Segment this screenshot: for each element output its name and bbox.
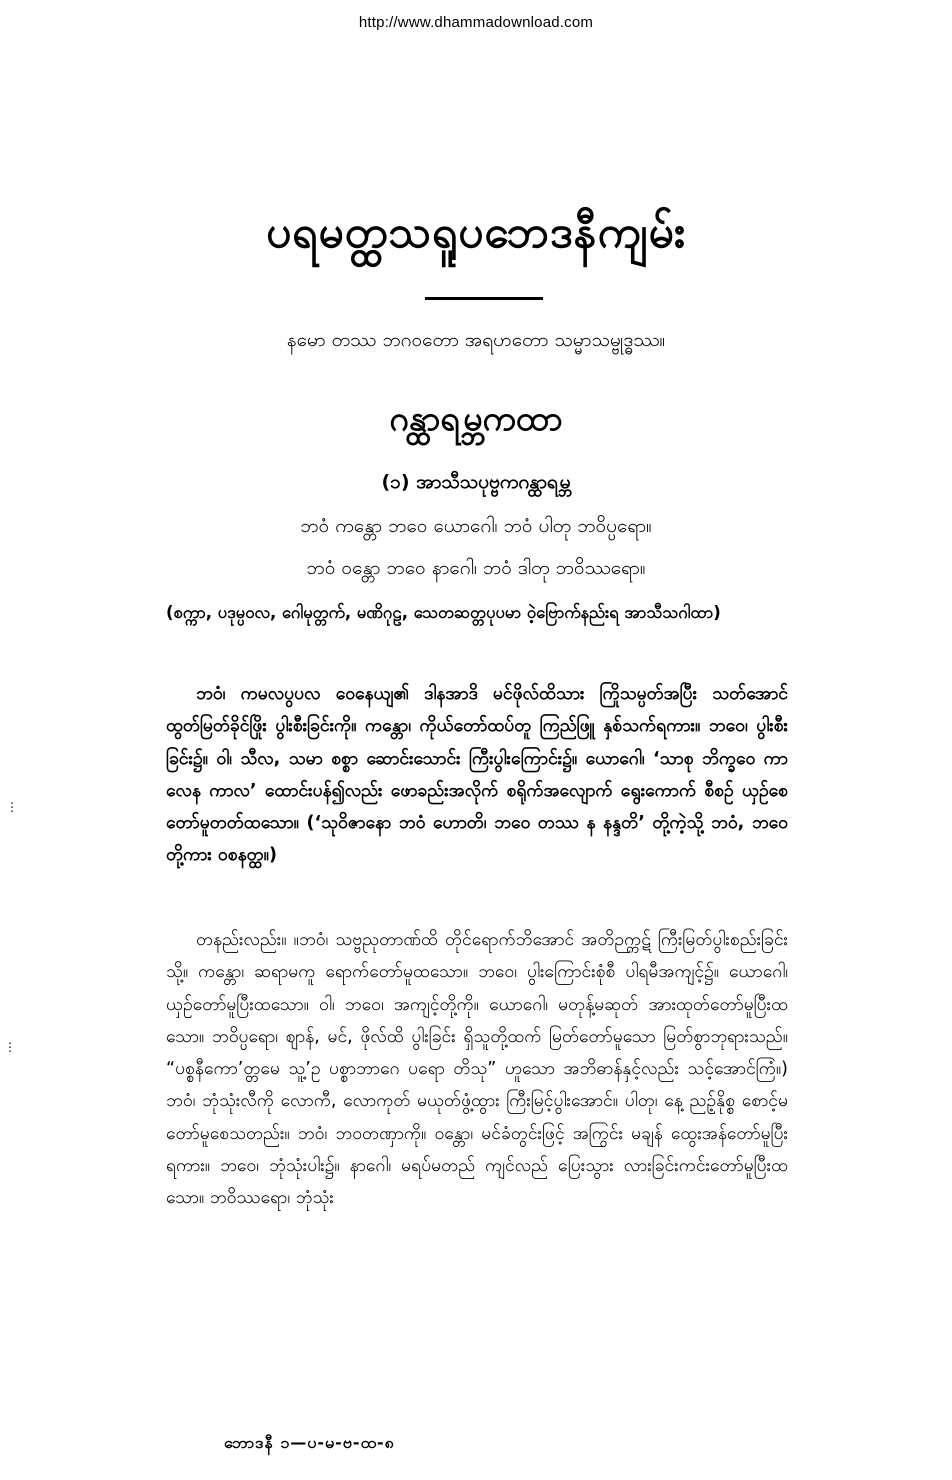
- source-url[interactable]: http://www.dhammadownload.com: [358, 14, 594, 31]
- title-divider: [425, 297, 543, 300]
- book-title: ပရမတ္ထသရူပဘေဒနီကျမ်း: [266, 207, 686, 258]
- page-footer: ဘောဒနီ ၁—ပ-မ-ဗ-ထ-၈: [224, 1433, 395, 1452]
- commentary-paragraph-2: တနည်းလည်း။ ။ဘဝံ၊ သဗ္ဗညုတာဏ်ထိ တိုင်ရောက်ဘိအောင် အတိဉက္ကဋ် ကြီးမြတ်ပွါးစည်းခြင်းသို့။ ကန္တော၊ ဆရာမကူ ရောက်တော်မူထသော။ ဘဝေ၊ ပွါးကြောင်းစုံစီ ပါရမီအကျင့်၌။ ယောဂေါ၊ ယှဉ်တော်မူပြီးထသော။ ဝါ၊ ဘဝေ၊ အကျင့်တို့ကို။ ယောဂေါ၊ မတုန့်မဆုတ် အားထုတ်တော်မူပြီးထသော။ ဘဝိပ္ပရော၊ ဈာန်, မင်, ဖိုလ်ထိ ပွါးခြင်း ရှိသူတို့ထက် မြတ်တော်မူသော မြတ်စွာဘုရားသည်။ “ပစ္စနီကော’တ္တမေ သူ့’ဥ ပစ္စာဘာဂေ ပရော တိသု” ဟူသော အဘိဓာန်နှင့်လည်း သင့်အောင်ကြံ။) ဘဝံ၊ ဘုံသုံးလီကို လောကီ, လောကုတ် မယုတ်ဖွံ့ထွား ကြီးမြင့်ပွါးအောင်။ ပါတု၊ နေ့ ညဉ့်နိုစ္စ စောင့်မ တော်မူစေသတည်း။ ဘဝံ၊ ဘဝတဏှာကို။ ဝန္တော၊ မင်ခံတွင်းဖြင့် အကြွင်း မချန် ထွေးအန်တော်မူပြီးရကား။ ဘဝေ၊ ဘုံသုံးပါး၌။ နာဂေါ၊ မရပ်မတည် ကျင်လည် ပြေးသွား လားခြင်းကင်းတော်မူပြီးထသော။ ဘဝိဿရော၊ ဘုံသုံး: [166, 930, 788, 1209]
- verse-line-1: ဘဝံ ကန္တော ဘဝေ ယောဂေါ၊ ဘဝံ ပါတု ဘဝိပ္ပရော။: [300, 515, 652, 537]
- scan-speck: ⋮: [4, 1040, 16, 1054]
- homage-line: နမော တဿ ဘဂဝတော အရဟတော သမ္မာသမ္ဗုဒ္ဓဿ။: [286, 329, 666, 351]
- section-heading: ဂန္ထာရမ္ဘကထာ: [389, 399, 563, 439]
- subsection-heading: (၁) အာသီသပုဗ္ဗကဂန္ထာရမ္ဘ: [381, 471, 571, 493]
- commentary-paragraph-1: ဘဝံ၊ ကမလပွပလ ဝေနေယျ၏ ဒါနအာဒိ မင်ဖိုလ်ထိသား ကြိုသမ္ပတ်အပြီး သတ်အောင် ထွတ်မြတ်ခိုင်ဖြိုး ပွါးစီးခြင်းကို။ ကန္တော၊ ကိုယ်တော်ထပ်တူ ကြည်ဖြူ နှစ်သက်ရကား။ ဘဝေ၊ ပွါးစီးခြင်း၌။ ဝါ၊ သီလ, သမာ စစ္စာ ဆောင်းသောင်း ကြီးပွါးကြောင်း၌။ ယောဂေါ၊ ‘သာစု ဘိက္ခဝေ ကာလေန ကာလ’ ထောင်းပန်၍လည်း ဖောခည်းအလိုက် စရိုက်အလျောက် ရွေးကောက် စီစဉ် ယှဉ်စေတော်မူတတ်ထသော။ (‘သုဝိဇာနော ဘဝံ ဟောတိ၊ ဘဝေ တဿ န နန္ဒတိ’ တို့ကဲ့သို့ ဘဝံ, ဘဝေတို့ကား ဝစနတ္ထ။): [166, 684, 788, 866]
- verse-note: (စက္ကာ, ပဒုမ္ပဝလ, ဂေါမုတ္တက်, မဏိဂုဠ, သေတဆတ္တပုပမာ ဝဲ့ဗြောက်နည်းရ အာသီသဂါထာ): [166, 603, 721, 622]
- scan-speck: ⋮: [6, 800, 18, 814]
- verse-line-2: ဘဝံ ဝန္တော ဘဝေ နာဂေါ၊ ဘဝံ ဒါတု ဘဝိဿရော။: [306, 557, 646, 579]
